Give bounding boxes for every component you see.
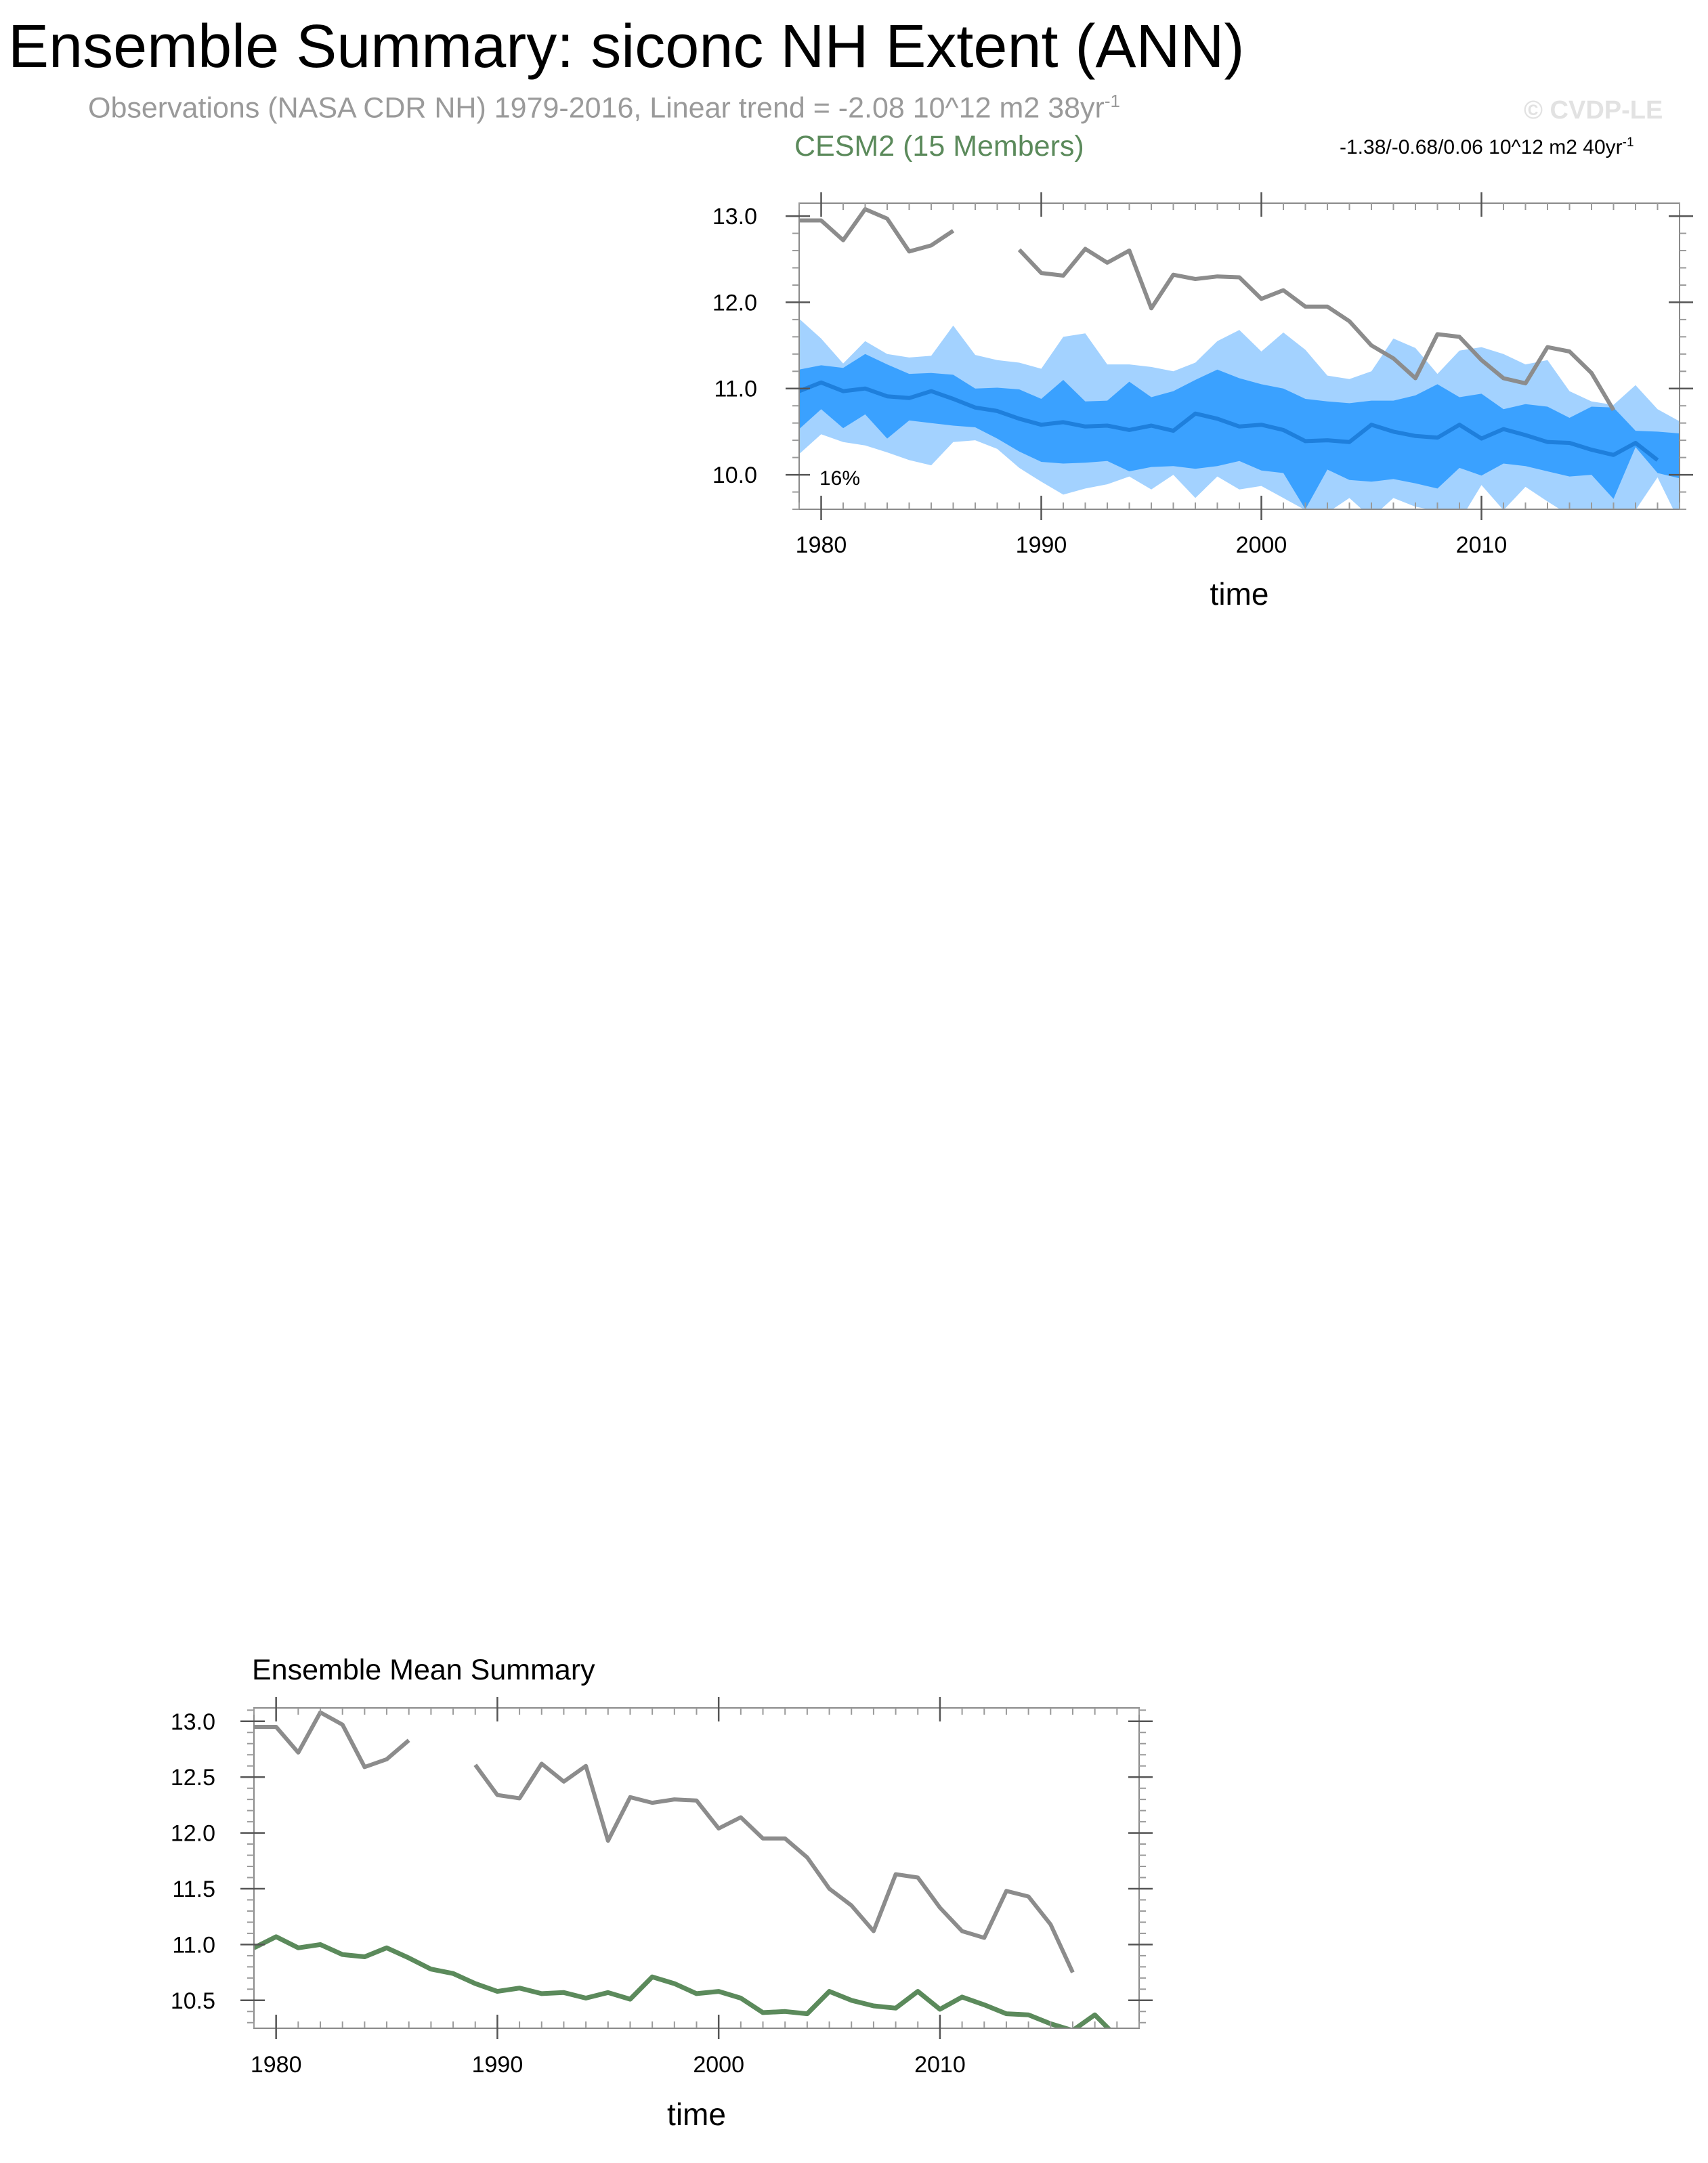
chart-panel-2 xyxy=(171,1697,1153,2132)
ensemble-mean-green-line xyxy=(254,1937,1117,2037)
y-tick-label: 13.0 xyxy=(712,204,757,230)
y-tick-label: 13.0 xyxy=(170,1709,215,1735)
observations-subtitle-exponent: -1 xyxy=(1104,91,1120,111)
x-tick-label: 1990 xyxy=(471,2052,524,2078)
main-title: Ensemble Summary: siconc NH Extent (ANN) xyxy=(8,13,1245,81)
x-tick-label: 1980 xyxy=(250,2052,302,2078)
model-trend-exponent: -1 xyxy=(1622,135,1634,150)
x-axis-title: time xyxy=(667,2097,726,2132)
observations-line xyxy=(254,1713,1073,1973)
plot-area xyxy=(254,1713,1117,2038)
plot-area xyxy=(799,209,1680,522)
x-tick-label: 2000 xyxy=(693,2052,744,2078)
x-tick-label: 2010 xyxy=(914,2052,966,2078)
ensemble-mean-summary-title: Ensemble Mean Summary xyxy=(252,1654,595,1686)
x-tick-label: 1980 xyxy=(795,532,847,558)
y-tick-label: 11.0 xyxy=(172,1932,215,1958)
y-tick-label: 12.0 xyxy=(170,1820,215,1847)
credit-watermark: © CVDP-LE xyxy=(1524,96,1663,125)
model-trend-value: -1.38/-0.68/0.06 10^12 m2 40yr xyxy=(1340,136,1623,158)
x-tick-label: 2000 xyxy=(1235,532,1287,558)
y-tick-label: 10.0 xyxy=(712,463,757,489)
percent-annotation: 16% xyxy=(819,467,861,490)
observations-subtitle-text: Observations (NASA CDR NH) 1979-2016, Linear trend = -2.08 10^12 m2 38yr xyxy=(88,91,1105,125)
x-tick-label: 2010 xyxy=(1455,532,1508,558)
y-tick-label: 12.5 xyxy=(170,1765,215,1791)
plot-frame xyxy=(254,1708,1139,2028)
model-panel-title: CESM2 (15 Members) xyxy=(794,130,1084,163)
x-tick-label: 1990 xyxy=(1015,532,1067,558)
y-tick-label: 10.5 xyxy=(170,1988,215,2014)
x-axis-title: time xyxy=(1210,576,1269,612)
y-tick-label: 11.5 xyxy=(172,1876,215,1902)
y-tick-label: 11.0 xyxy=(714,376,757,402)
y-tick-label: 12.0 xyxy=(712,290,757,316)
chart-panel-1 xyxy=(712,192,1693,612)
